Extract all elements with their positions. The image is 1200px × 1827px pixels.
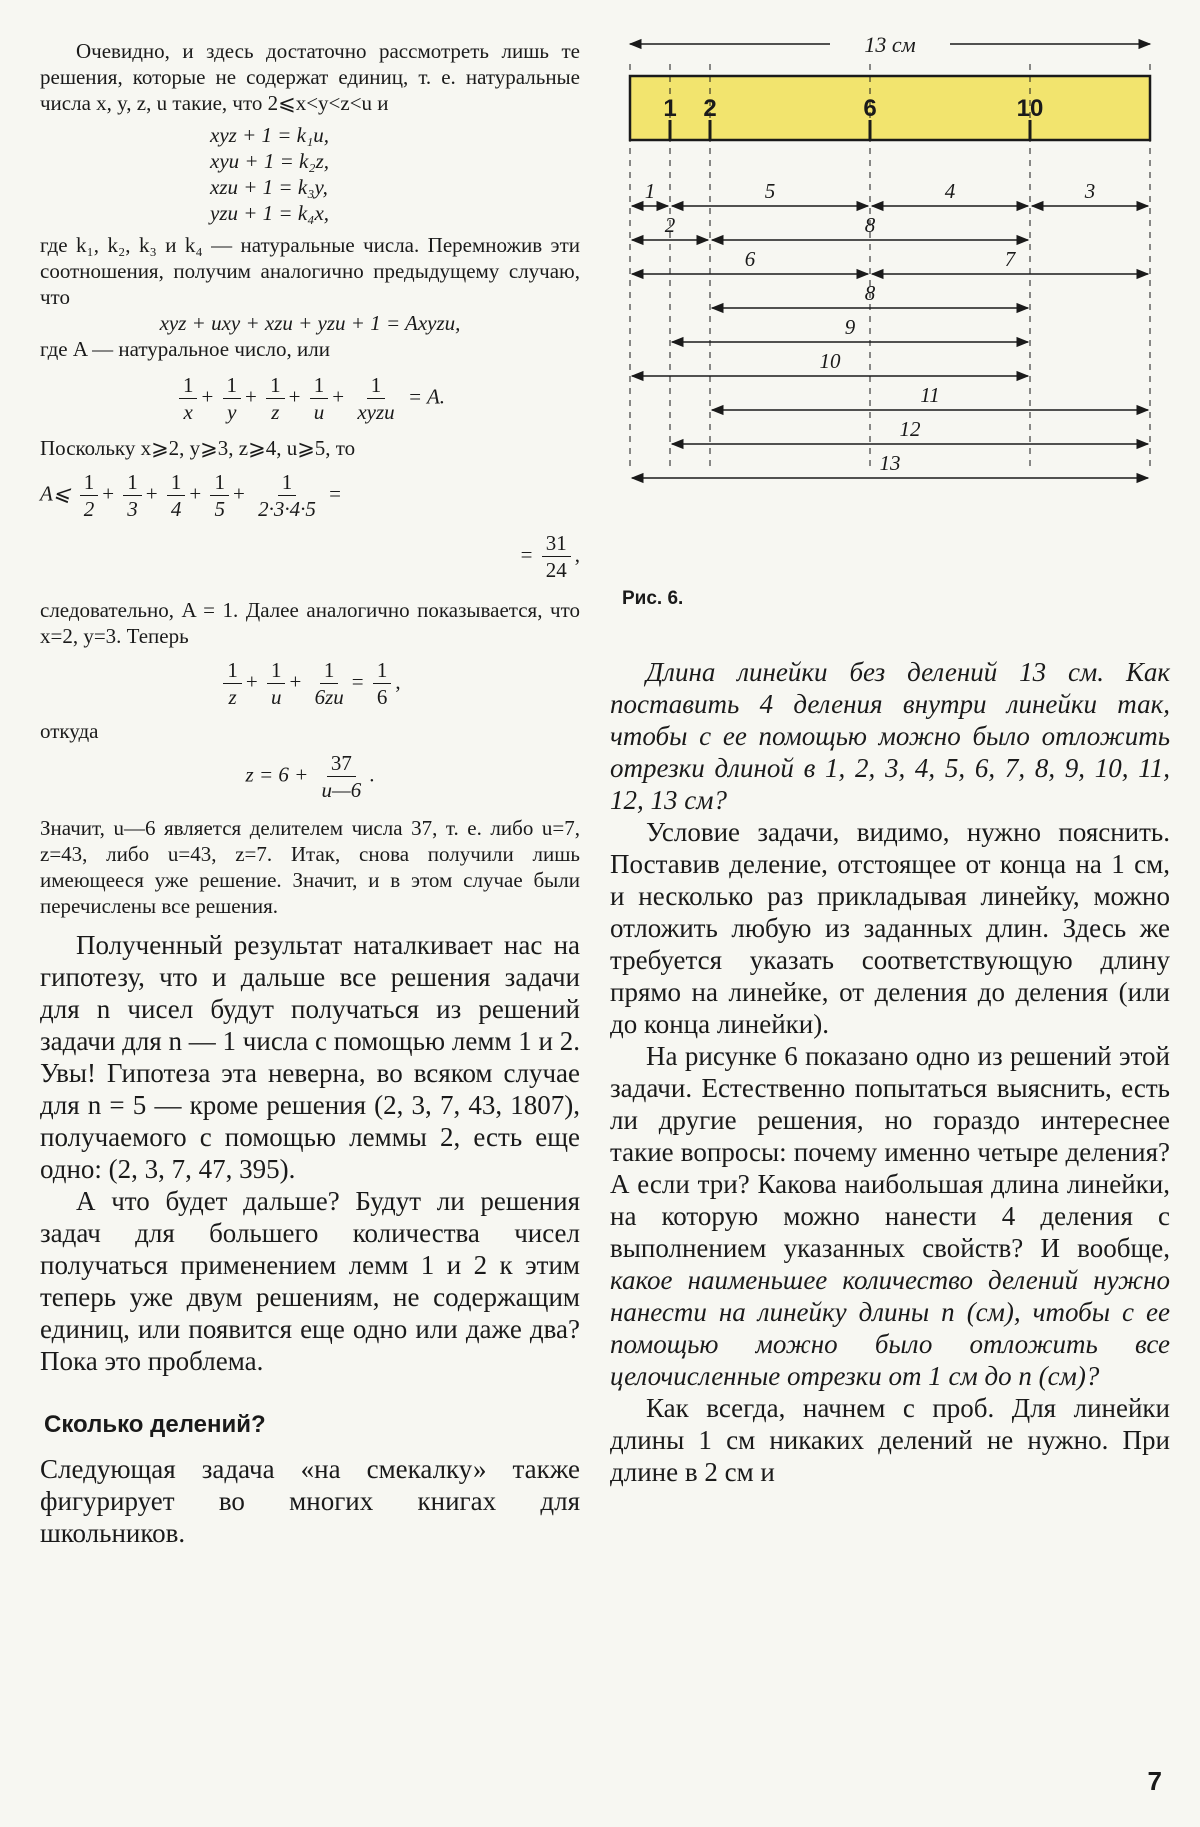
ruler-mark-label: 1 xyxy=(663,95,677,122)
segment-label: 8 xyxy=(864,213,876,237)
equation-system xyxy=(210,122,580,226)
reciprocal-sum-equation: $\frac{1}{x}$ + $\frac{1}{y}$ + $\frac{1}{z}$ + $\frac{1}{u}$ + $\frac{1}{\text{xyzu}}$ = A. xyxy=(40,372,580,425)
paragraph-hypothesis: Полученный результат наталкивает нас на гипотезу, что и дальше все решения задачи для n чисел будут получаться из решений задачи для n — 1 числа с помощью лемм 1 и 2. Увы! Гипотеза эта неверна, во всяком случае для n = 5 — кроме решения (2, 3, 7, 43, 1807), получаемого с помощью леммы 2, есть еще одно: (2, 3, 7, 47, 395). xyxy=(40,930,580,1184)
segment-label: 3 xyxy=(1084,179,1096,203)
paragraph-since: Поскольку x⩾2, y⩾3, z⩾4, u⩾5, то xyxy=(40,436,356,460)
equation-2: xyu + 1 = k₂z, xyxy=(210,149,330,173)
paragraph-figure: На рисунке 6 показано одно из решений этой задачи. Естественно попытаться выяснить, есть ли другие решения, но гораздо интереснее такие вопросы: почему именно четыре деления? А если три? Какова наибольшая длина линейки, на которую можно нанести 4 деления с выполнением указанных свойств? И вообще, какое наименьшее количество делений нужно нанести на линейку длины n (см), чтобы с ее помощью можно было отложить все целочисленные отрезки от 1 см до n (см)? xyxy=(610,1041,1170,1391)
paragraph-puzzle-intro: Следующая задача «на смекалку» также фигурирует во многих книгах для школьников. xyxy=(40,1454,580,1548)
total-length-label: 13 см xyxy=(864,32,916,57)
segment-label: 9 xyxy=(844,315,856,339)
paragraph-divisor: Значит, u—6 является делителем числа 37, т. е. либо u=7, z=43, либо u=43, z=7. Итак, снова получили лишь имеющееся уже решение. Значит, и в этом случае были перечислены все решения. xyxy=(40,816,580,918)
segment-label: 7 xyxy=(1004,247,1016,271)
paragraph-multiply: где k₁, k₂, k₃ и k₄ — натуральные числа. Перемножив эти соотношения, получим аналогично предыдущему случаю, что xyxy=(40,233,580,309)
paragraph-natural: где A — натуральное число, или xyxy=(40,337,330,361)
paragraph-next: А что будет дальше? Будут ли решения задач для большего количества чисел получаться применением лемм 1 и 2 к этим теперь уже двум решениям, не содержащим единиц, или появится еще одно или даже два? Пока это проблема. xyxy=(40,1186,580,1376)
ruler-mark-label: 10 xyxy=(1016,95,1044,122)
segment-label: 2 xyxy=(664,213,676,237)
paragraph-consequently: следовательно, A = 1. Далее аналогично показывается, что x=2, y=3. Теперь xyxy=(40,598,580,648)
equation-z: z = 6 + $\frac{37}{u—6}$ . xyxy=(245,751,375,802)
right-column xyxy=(610,28,1170,1488)
segment-label: 11 xyxy=(920,383,940,407)
equation-3: xzu + 1 = k₃y, xyxy=(210,175,328,199)
bound-result: = $\frac{31}{24}$ , xyxy=(520,531,580,582)
paragraph-trials: Как всегда, начнем с проб. Для линейки длины 1 см никаких делений не нужно. При длине в 2 см и xyxy=(610,1393,1170,1487)
segment-label: 4 xyxy=(944,179,956,203)
equation-sum: xyz + uxy + xzu + yzu + 1 = Axyzu, xyxy=(159,311,461,335)
segment-label: 12 xyxy=(899,417,921,441)
paragraph-whence: откуда xyxy=(40,719,99,743)
left-column xyxy=(40,38,580,1549)
ruler-figure xyxy=(610,28,1170,588)
ruler-mark-label: 2 xyxy=(703,95,717,122)
segment-label: 8 xyxy=(864,281,876,305)
bound-inequality: A⩽ $\frac{1}{2}$ + $\frac{1}{3}$ + $\frac{1}{4}$ + $\frac{1}{5}$ + $\frac{1}{2\cdot 3\cdot 4\cdot 5}$ = xyxy=(40,470,341,521)
intro-paragraph: Очевидно, и здесь достаточно рассмотреть лишь те решения, которые не содержат единиц, т. е. натуральные числа x, y, z, u такие, что 2⩽x<y<z<u и xyxy=(40,39,580,115)
segment-label: 6 xyxy=(744,247,756,271)
equation-1: xyz + 1 = k₁u, xyxy=(210,123,330,147)
segment-label: 10 xyxy=(819,349,841,373)
segment-label: 5 xyxy=(764,179,776,203)
paragraph-explain: Условие задачи, видимо, нужно пояснить. Поставив деление, отстоящее от конца на 1 см, и несколько раз прикладывая линейку, можно отложить любую из заданных длин. Здесь же требуется указать соответствующую длину прямо на линейке, от деления до деления (или до конца линейки). xyxy=(610,817,1170,1039)
ruler-mark-label: 6 xyxy=(863,95,877,122)
equation-zu: $\frac{1}{z}$ + $\frac{1}{u}$ + $\frac{1}{6zu}$ = $\frac{1}{6}$ , xyxy=(40,657,580,710)
equation-4: yzu + 1 = k₄x, xyxy=(210,201,330,225)
segment-label: 1 xyxy=(644,179,656,203)
page-number: 7 xyxy=(1147,1766,1162,1796)
segment-label: 13 xyxy=(879,451,901,475)
problem-statement: Длина линейки без делений 13 см. Как поставить 4 деления внутри линейки так, чтобы с ее помощью можно было отложить отрезки длиной в 1, 2, 3, 4, 5, 6, 7, 8, 9, 10, 11, 12, 13 см? xyxy=(610,657,1170,815)
figure-caption: Рис. 6. xyxy=(622,588,684,609)
section-heading: Сколько делений? xyxy=(44,1411,266,1438)
